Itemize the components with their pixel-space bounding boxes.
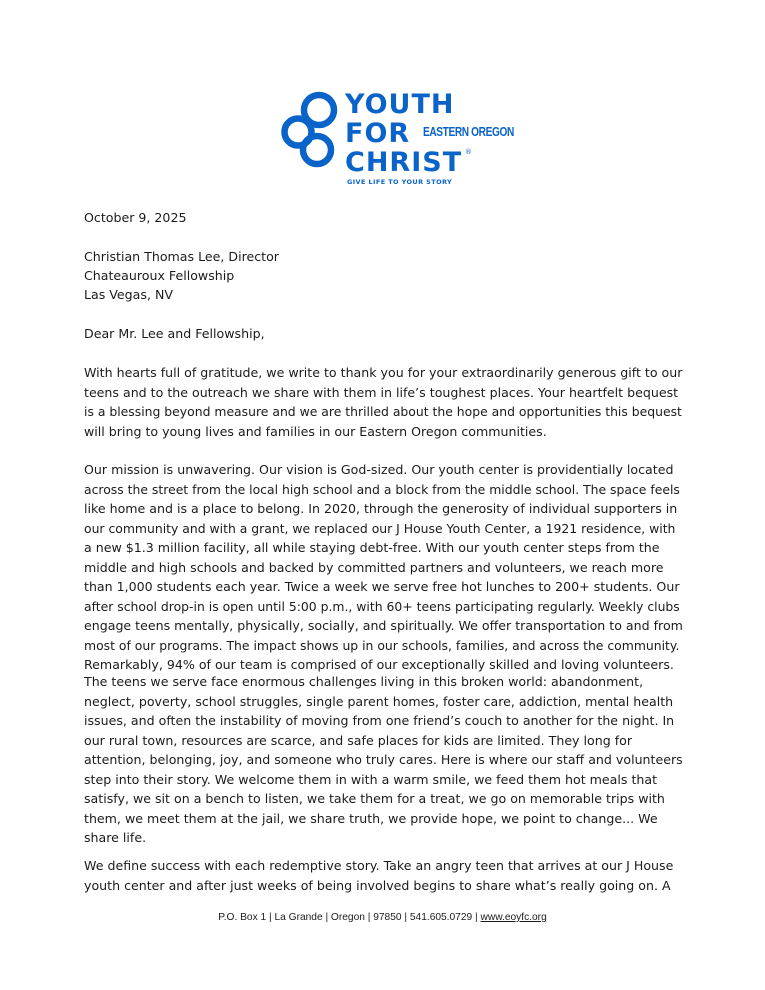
logo-word-youth: YOUTH: [345, 89, 455, 120]
paragraph-line: after school drop-in is open until 5:00 p.m., with 60+ teens participating regularly. Weekly clubs: [84, 598, 680, 614]
organization-logo: [280, 88, 514, 190]
paragraph-line: is a blessing beyond measure and we are thrilled about the hope and opportunities this bequest: [84, 404, 682, 419]
logo-tagline: GIVE LIFE TO YOUR STORY: [347, 178, 453, 186]
paragraph-line: Remarkably, 94% of our team is comprised of our exceptionally skilled and loving volunteers.: [84, 657, 674, 672]
paragraph-line: Our mission is unwavering. Our vision is God-sized. Our youth center is providentially located: [84, 462, 674, 477]
paragraph-line: The teens we serve face enormous challenges living in this broken world: abandonment,: [84, 674, 644, 689]
paragraph-line: our community and with a grant, we replaced our J House Youth Center, a 1921 residence, with: [84, 520, 676, 536]
paragraph-line: like home and is a place to belong. In 2020, through the generosity of individual supporters in: [84, 501, 678, 516]
paragraph-line: engage teens mentally, physically, socially, and spiritually. We offer transportation to and from: [84, 618, 683, 633]
paragraph-line: attention, belonging, joy, and someone who truly cares. Here is where our staff and volunteers: [84, 752, 683, 767]
salutation: Dear Mr. Lee and Fellowship,: [84, 326, 265, 341]
recipient-name: Christian Thomas Lee, Director: [84, 249, 279, 264]
letterhead-footer: [0, 912, 765, 923]
paragraph-line: satisfy, we sit on a bench to listen, we take them for a treat, we go on memorable trips with: [84, 791, 665, 806]
footer-address: P.O. Box 1 | La Grande | Oregon | 97850 | 541.605.0729 |: [218, 912, 481, 923]
recipient-location: Las Vegas, NV: [84, 287, 173, 302]
paragraph-line: most of our programs. The impact shows up in our schools, families, and across the community.: [84, 637, 680, 653]
body-paragraph-2: [84, 460, 684, 675]
logo-word-for: FOR: [345, 118, 411, 149]
paragraph-line: youth center and after just weeks of being involved begins to share what’s really going on. A: [84, 877, 671, 893]
paragraph-line: our rural town, resources are scarce, and safe places for kids are limited. They long for: [84, 732, 633, 748]
paragraph-line: share life.: [84, 830, 147, 845]
body-paragraph-1: [84, 363, 684, 441]
logo-word-christ: CHRIST: [345, 147, 463, 178]
paragraph-line: teens and to the outreach we share with them in life’s toughest places. Your heartfelt bequest: [84, 384, 679, 400]
registered-mark: ®: [465, 148, 472, 156]
paragraph-line: issues, and often the instability of moving from one friend’s couch to another for the night. In: [84, 713, 675, 728]
body-paragraph-4: [84, 856, 684, 895]
paragraph-line: With hearts full of gratitude, we write to thank you for your extraordinarily generous gift to our: [84, 365, 683, 380]
paragraph-line: a new $1.3 million facility, all while staying debt-free. With our youth center steps from the: [84, 540, 660, 555]
paragraph-line: across the street from the local high school and a block from the middle school. The space feels: [84, 481, 680, 497]
website-link[interactable]: www.eoyfc.org: [480, 912, 547, 923]
paragraph-line: neglect, poverty, school struggles, single parent homes, foster care, addiction, mental health: [84, 693, 674, 709]
paragraph-line: them, we meet them at the jail, we share truth, we provide hope, we point to change... We: [84, 810, 658, 826]
recipient-organization: Chateauroux Fellowship: [84, 268, 235, 283]
interlocking-rings-icon: [280, 88, 342, 178]
paragraph-line: step into their story. We welcome them in with a warm smile, we feed them hot meals that: [84, 771, 658, 787]
logo-region: EASTERN OREGON: [423, 124, 514, 139]
paragraph-line: will bring to young lives and families in our Eastern Oregon communities.: [84, 423, 547, 439]
body-paragraph-3: [84, 672, 684, 848]
paragraph-line: We define success with each redemptive story. Take an angry teen that arrives at our J House: [84, 858, 674, 873]
letter-date: October 9, 2025: [84, 210, 187, 225]
paragraph-line: than 1,000 students each year. Twice a week we serve free hot lunches to 200+ students. Our: [84, 579, 680, 594]
paragraph-line: middle and high schools and backed by committed partners and volunteers, we reach more: [84, 559, 664, 575]
